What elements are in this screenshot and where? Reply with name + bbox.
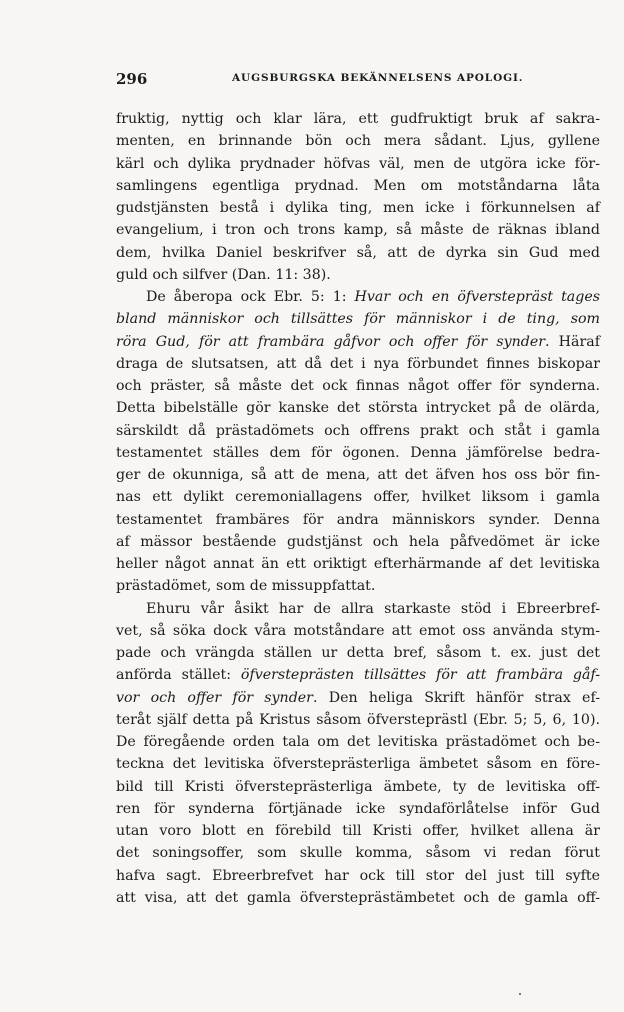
text-line [116,197,600,219]
text-segment: hafva sagt. Ebreerbrefvet har ock till stor del just till syfte [116,867,600,884]
text-line [116,842,600,864]
italic-quotation: röra Gud, för att frambära gåfvor och offer för synder [116,333,546,350]
text-segment: det soningsoffer, som skulle komma, såsom vi redan förut [116,845,600,862]
text-segment: särskildt då prästadömets och offrens prakt och ståt i gamla [116,422,600,439]
italic-quotation: vor och offer för synder [116,689,313,706]
body-text [116,108,600,909]
text-segment: testamentet ställes dem för ögonen. Denna jämförelse bedra- [116,444,600,461]
text-line [116,687,600,709]
text-segment: menten, en brinnande bön och mera sådant. Ljus, gyllene [116,133,600,150]
text-line [116,776,600,798]
text-segment: pade och vrängda ställen ur detta bref, såsom t. ex. just det [116,645,600,661]
text-line [116,509,600,531]
text-segment: af mässor bestående gudstjänst och hela påfvedömet är icke [116,533,600,550]
text-line [116,331,600,353]
text-line [116,642,600,664]
text-line [116,442,600,464]
text-line [116,464,600,486]
paper-speck [519,993,521,995]
text-segment: kärl och dylika prydnader höfvas väl, men de utgöra icke för- [116,155,600,172]
text-line [116,731,600,753]
text-line [116,664,600,686]
text-segment: gudstjänsten bestå i dylika ting, men icke i förkunnelsen af [116,200,600,216]
text-segment: och präster, så måste det ock finnas något offer för synderna. [116,378,600,394]
text-segment: De föregående orden tala om det levitiska prästadömet och be- [116,734,600,750]
text-segment: heller något annat än ett oriktigt efterhärmande af det levitiska [116,556,600,572]
italic-quotation: bland människor och tillsättes för människor i de ting, som [116,311,600,328]
text-line [116,865,600,887]
text-line [116,286,600,308]
text-line [116,575,600,597]
italic-quotation: öfversteprästen tillsättes för att frambära gåf- [240,667,601,684]
text-line [116,420,600,442]
text-segment: evangelium, i tron och trons kamp, så måste de räknas ibland [116,222,600,239]
text-line [116,531,600,553]
text-segment: samlingens egentliga prydnad. Men om motståndarna låta [116,177,600,194]
text-segment: bild till Kristi öfversteprästerliga ämbete, ty de levitiska off- [116,778,600,795]
text-segment: dem, hvilka Daniel beskrifver så, att de dyrka sin Gud med [116,244,600,261]
text-line [116,108,600,130]
text-segment: . Den heliga Skrift hänför strax ef- [312,689,600,706]
text-line [116,798,600,820]
text-line [116,820,600,842]
text-segment: utan voro blott en förebild till Kristi offer, hvilket allena är [116,823,600,839]
text-segment: ren för synderna förtjänade icke syndaförlåtelse inför Gud [116,800,600,817]
running-head: AUGSBURGSKA BEKÄNNELSENS APOLOGI. [232,72,524,84]
text-line [116,620,600,642]
text-line [116,553,600,575]
text-line [116,887,600,909]
text-line [116,598,600,620]
text-line [116,242,600,264]
text-line [116,308,600,330]
page-number: 296 [116,70,148,88]
text-line [116,709,600,731]
text-segment: fruktig, nyttig och klar lära, ett gudfruktigt bruk af sakra- [116,111,600,127]
text-line [116,153,600,175]
italic-quotation: Hvar och en öfverstepräst tages [354,289,600,305]
text-line [116,375,600,397]
text-segment: . Häraf [545,333,601,350]
text-segment: teråt själf detta på Kristus såsom öfversteprästl (Ebr. 5; 5, 6, 10). [116,711,600,728]
text-line [116,264,600,286]
text-segment: Detta bibelställe gör kanske det största intrycket på de olärda, [116,400,600,417]
text-line [116,130,600,152]
text-line [116,175,600,197]
text-line [116,486,600,508]
text-segment: anförda stället: [116,667,241,684]
text-segment: nas ett dylikt ceremoniallagens offer, hvilket liksom i gamla [116,489,600,506]
text-segment: draga de slutsatsen, att då det i nya förbundet finnes biskopar [116,355,600,372]
text-segment: guld och silfver (Dan. 11: 38). [116,266,331,283]
text-segment: teckna det levitiska öfversteprästerliga ämbetet såsom en före- [116,756,600,773]
page-header [116,70,598,90]
text-segment: Ehuru vår åsikt har de allra starkaste stöd i Ebreerbref- [146,600,600,617]
text-segment: att visa, att det gamla öfversteprästämbetet och de gamla off- [116,889,600,906]
text-segment: testamentet frambäres för andra människors synder. Denna [116,511,600,528]
text-segment: prästadömet, som de missuppfattat. [116,578,376,595]
text-line [116,753,600,775]
text-segment: ger de okunniga, så att de mena, att det äfven hos oss bör fin- [116,467,600,483]
text-segment: vet, så söka dock våra motståndare att emot oss använda stym- [116,622,600,639]
text-line [116,397,600,419]
text-segment: De åberopa ock Ebr. 5: 1: [146,289,355,305]
text-line [116,219,600,241]
text-line [116,353,600,375]
